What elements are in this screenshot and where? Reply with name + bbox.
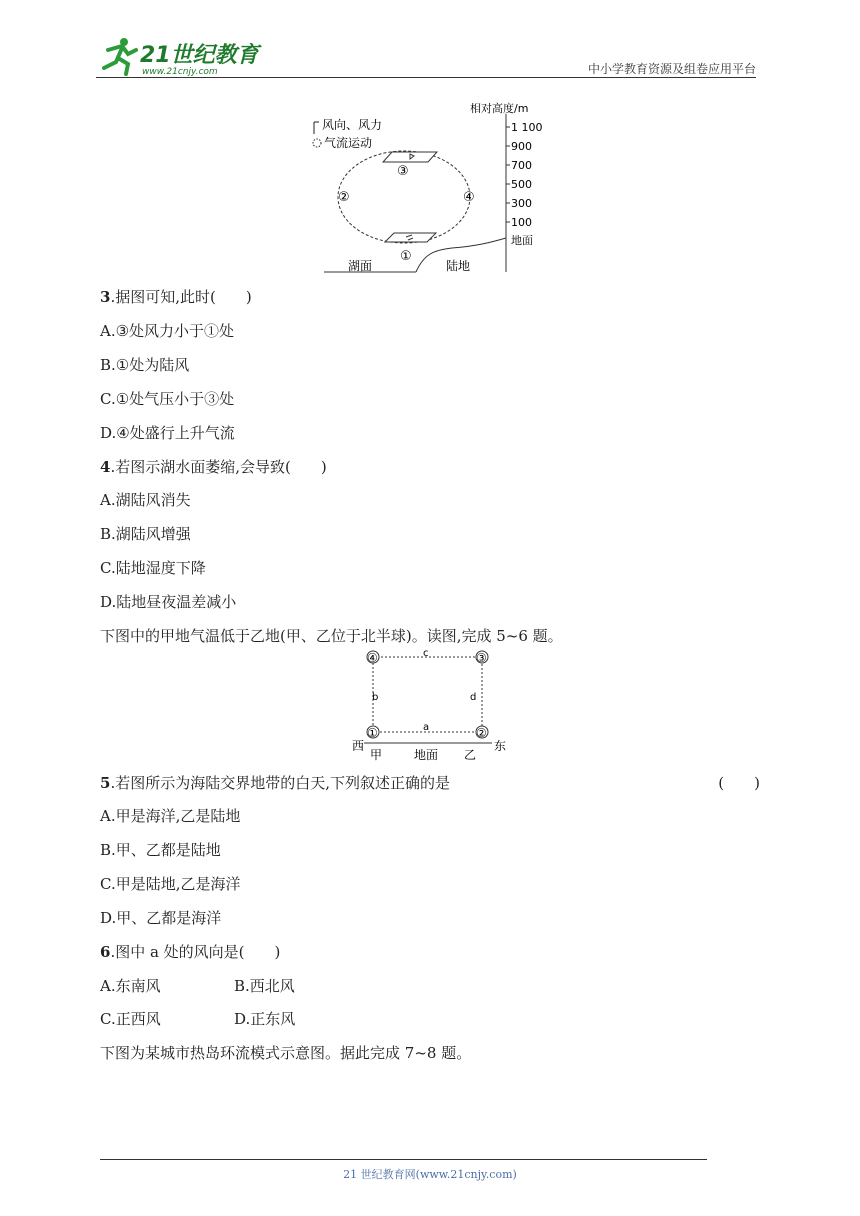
jia-label: 甲: [370, 748, 383, 762]
q3-option-a: A.③处风力小于①处: [100, 322, 235, 340]
q6-option-d: D.正东风: [234, 1010, 296, 1028]
footer-rule: [100, 1159, 707, 1160]
edge-d: d: [470, 692, 477, 703]
question-6: 6.图中 a 处的风向是( ): [100, 943, 281, 961]
q3-option-c: C.①处气压小于③处: [100, 390, 235, 408]
figure-circulation-box: [350, 646, 510, 768]
runner-icon: [104, 38, 136, 74]
q4-option-a: A.湖陆风消失: [100, 491, 191, 509]
east-label: 东: [494, 739, 507, 753]
point-3: ③: [397, 164, 409, 179]
q6-option-c: C.正西风: [100, 1010, 161, 1028]
edge-a: a: [423, 722, 430, 733]
box-point-3: ③: [476, 651, 487, 665]
q4-option-c: C.陆地湿度下降: [100, 559, 206, 577]
lake-label: 湖面: [348, 259, 373, 273]
box-point-1: ①: [367, 726, 378, 740]
header-platform-text: 中小学教育资源及组卷应用平台: [587, 62, 756, 76]
q5-option-c: C.甲是陆地,乙是海洋: [100, 875, 241, 893]
intro-7-8: 下图为某城市热岛环流模式示意图。据此完成 7~8 题。: [100, 1044, 472, 1062]
q3-option-b: B.①处为陆风: [100, 356, 190, 374]
circulation-box: [373, 657, 482, 732]
point-4: ④: [463, 190, 475, 205]
logo: [94, 36, 264, 78]
point-1: ①: [400, 249, 412, 264]
tick-300: 300: [511, 197, 532, 210]
tick-700: 700: [511, 159, 532, 172]
q5-option-a: A.甲是海洋,乙是陆地: [100, 807, 241, 825]
box-point-2: ②: [476, 726, 487, 740]
lower-plane: [385, 233, 436, 242]
q6-option-a: A.东南风: [100, 977, 161, 995]
q5-option-d: D.甲、乙都是海洋: [100, 909, 222, 927]
land-label: 陆地: [446, 259, 471, 273]
header-rule: [96, 77, 756, 78]
flag-icon: [314, 122, 319, 134]
tick-100: 100: [511, 216, 532, 229]
figure-lake-land-breeze: [300, 96, 560, 276]
y-axis-title: 相对高度/m: [470, 102, 529, 115]
tick-1100: 1 100: [511, 121, 543, 134]
dashed-circle-icon: [313, 139, 321, 147]
tick-900: 900: [511, 140, 532, 153]
yi-label: 乙: [464, 748, 477, 762]
intro-5-6: 下图中的甲地气温低于乙地(甲、乙位于北半球)。读图,完成 5~6 题。: [100, 627, 563, 645]
legend-air: 气流运动: [324, 136, 373, 150]
edge-b: b: [372, 692, 379, 703]
q4-option-d: D.陆地昼夜温差减小: [100, 593, 237, 611]
edge-c: c: [423, 648, 429, 659]
q5-answer-paren: ( ): [718, 774, 760, 792]
footer-text: 21 世纪教育网(www.21cnjy.com): [343, 1168, 517, 1181]
point-2: ②: [338, 190, 350, 205]
question-4: 4.若图示湖水面萎缩,会导致( ): [100, 458, 327, 476]
q3-option-d: D.④处盛行上升气流: [100, 424, 235, 442]
logo-text: 21世纪教育: [140, 43, 259, 68]
legend-wind: 风向、风力: [322, 118, 383, 132]
logo-url: www.21cnjy.com: [142, 67, 218, 77]
q5-option-b: B.甲、乙都是陆地: [100, 841, 221, 859]
box-point-4: ④: [367, 651, 378, 665]
question-3: 3.据图可知,此时( ): [100, 288, 252, 306]
q4-option-b: B.湖陆风增强: [100, 525, 191, 543]
question-5: 5.若图所示为海陆交界地带的白天,下列叙述正确的是: [100, 774, 450, 792]
west-label: 西: [352, 739, 365, 753]
ground-label: 地面: [414, 748, 439, 762]
tick-500: 500: [511, 178, 532, 191]
q6-option-b: B.西北风: [234, 977, 295, 995]
tick-ground: 地面: [511, 234, 533, 247]
